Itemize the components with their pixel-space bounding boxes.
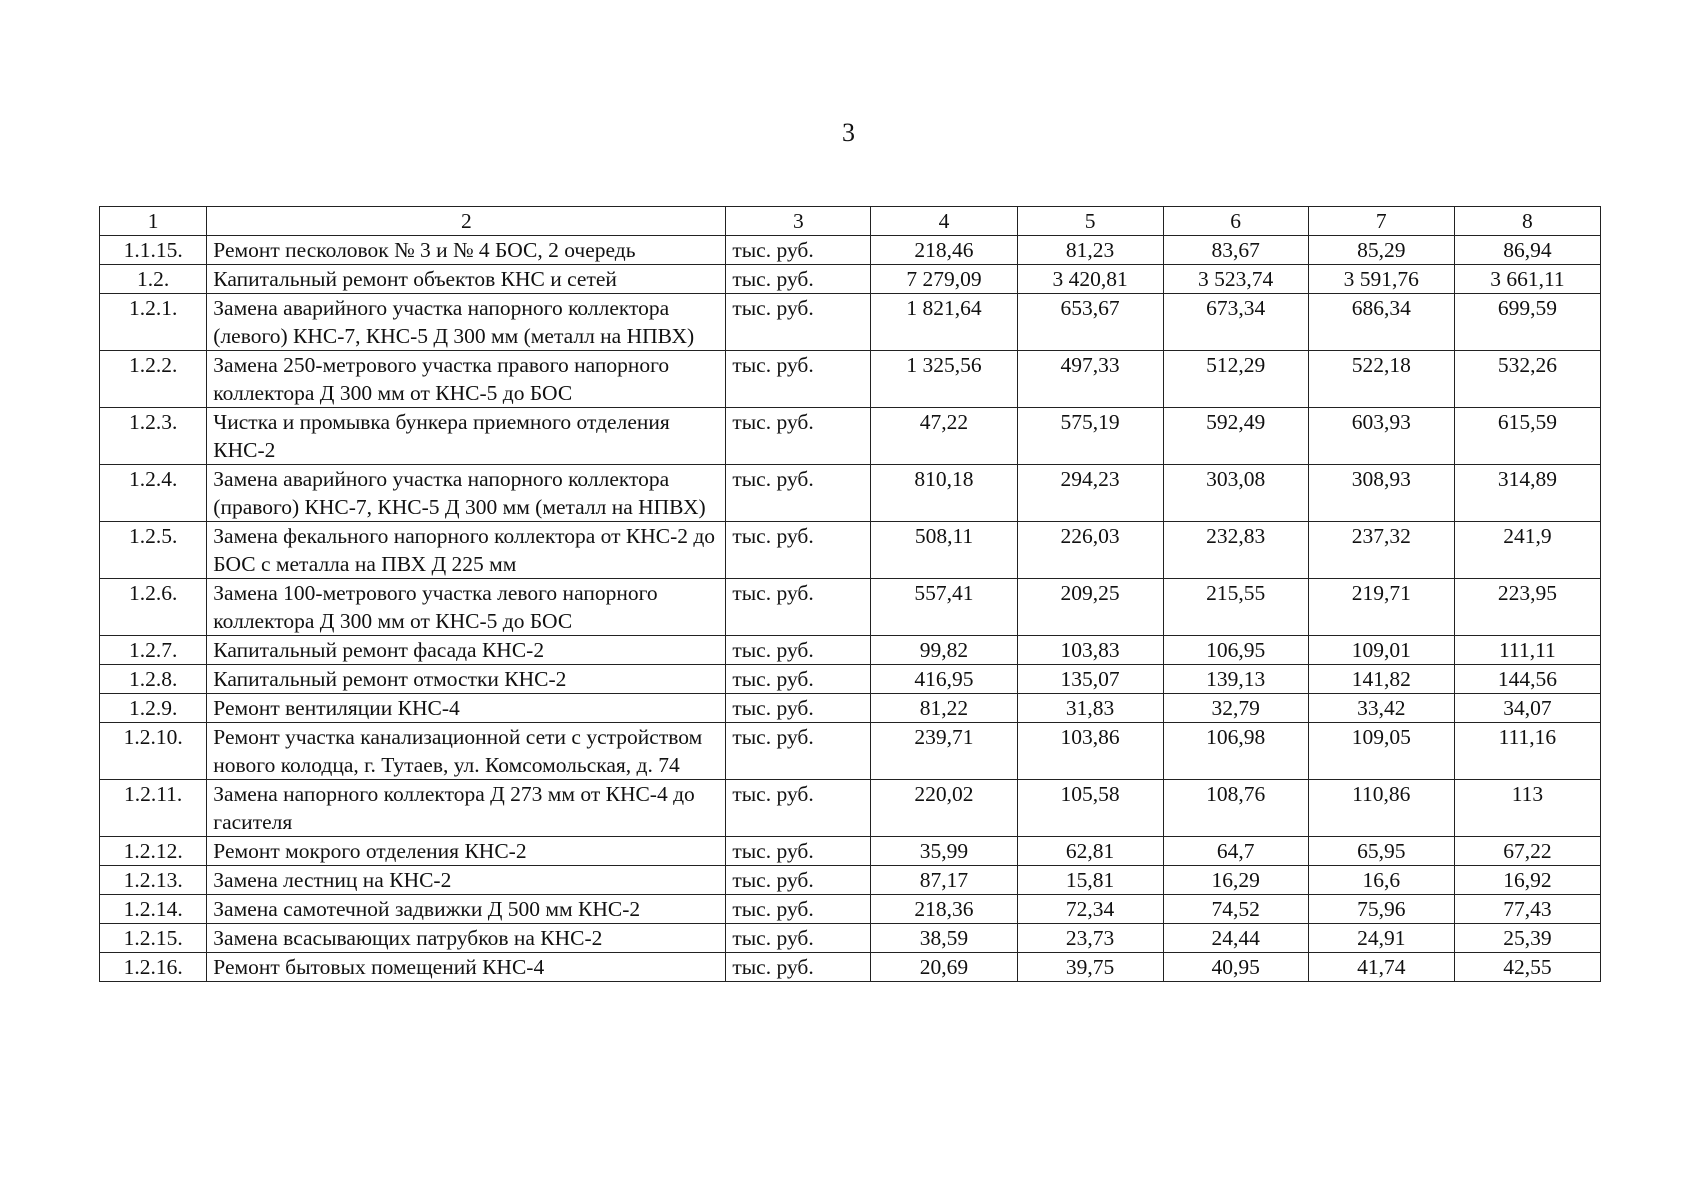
row-number: 1.2.7. [100,636,207,665]
value-col-7: 686,34 [1308,294,1454,351]
row-number: 1.2.14. [100,895,207,924]
page-number: 3 [842,118,855,147]
value-col-4: 99,82 [871,636,1017,665]
value-col-8: 42,55 [1454,953,1600,982]
row-description: Ремонт вентиляции КНС-4 [207,694,726,723]
table-row [100,723,1601,780]
table-row [100,837,1601,866]
value-col-6: 74,52 [1163,895,1308,924]
value-col-8: 615,59 [1454,408,1600,465]
value-col-5: 209,25 [1017,579,1163,636]
table-row [100,408,1601,465]
value-col-8: 3 661,11 [1454,265,1600,294]
row-description: Замена напорного коллектора Д 273 мм от КНС-4 до гасителя [207,780,726,837]
row-unit: тыс. руб. [726,780,871,837]
row-number: 1.2.12. [100,837,207,866]
table-body [100,236,1601,982]
column-header: 5 [1017,207,1163,236]
value-col-5: 294,23 [1017,465,1163,522]
row-unit: тыс. руб. [726,665,871,694]
value-col-8: 223,95 [1454,579,1600,636]
value-col-5: 497,33 [1017,351,1163,408]
column-header: 7 [1308,207,1454,236]
value-col-5: 575,19 [1017,408,1163,465]
value-col-6: 512,29 [1163,351,1308,408]
table-row [100,579,1601,636]
row-number: 1.2.5. [100,522,207,579]
value-col-6: 24,44 [1163,924,1308,953]
value-col-8: 16,92 [1454,866,1600,895]
row-description: Ремонт участка канализационной сети с устройством нового колодца, г. Тутаев, ул. Комсомольская, д. 74 [207,723,726,780]
data-table [99,206,1601,982]
value-col-4: 7 279,09 [871,265,1017,294]
row-description: Капитальный ремонт отмостки КНС-2 [207,665,726,694]
row-unit: тыс. руб. [726,265,871,294]
value-col-4: 20,69 [871,953,1017,982]
value-col-4: 220,02 [871,780,1017,837]
value-col-5: 103,86 [1017,723,1163,780]
row-description: Ремонт мокрого отделения КНС-2 [207,837,726,866]
row-unit: тыс. руб. [726,837,871,866]
row-unit: тыс. руб. [726,866,871,895]
value-col-5: 135,07 [1017,665,1163,694]
row-unit: тыс. руб. [726,953,871,982]
value-col-8: 77,43 [1454,895,1600,924]
row-unit: тыс. руб. [726,579,871,636]
column-header: 2 [207,207,726,236]
row-unit: тыс. руб. [726,723,871,780]
row-unit: тыс. руб. [726,408,871,465]
value-col-5: 3 420,81 [1017,265,1163,294]
value-col-7: 109,05 [1308,723,1454,780]
row-number: 1.2.15. [100,924,207,953]
value-col-7: 41,74 [1308,953,1454,982]
column-header: 3 [726,207,871,236]
value-col-6: 40,95 [1163,953,1308,982]
value-col-8: 111,16 [1454,723,1600,780]
value-col-4: 416,95 [871,665,1017,694]
value-col-7: 237,32 [1308,522,1454,579]
row-description: Замена фекального напорного коллектора от КНС-2 до БОС с металла на ПВХ Д 225 мм [207,522,726,579]
column-header: 4 [871,207,1017,236]
value-col-7: 219,71 [1308,579,1454,636]
value-col-8: 25,39 [1454,924,1600,953]
value-col-6: 108,76 [1163,780,1308,837]
table-row [100,924,1601,953]
row-number: 1.2.3. [100,408,207,465]
row-unit: тыс. руб. [726,351,871,408]
table-row [100,294,1601,351]
row-unit: тыс. руб. [726,465,871,522]
table-row [100,465,1601,522]
row-description: Замена аварийного участка напорного коллектора (левого) КНС-7, КНС-5 Д 300 мм (металл на НПВХ) [207,294,726,351]
row-number: 1.2.11. [100,780,207,837]
row-number: 1.2.1. [100,294,207,351]
value-col-7: 522,18 [1308,351,1454,408]
column-header: 1 [100,207,207,236]
value-col-4: 1 821,64 [871,294,1017,351]
value-col-5: 62,81 [1017,837,1163,866]
row-description: Замена 100-метрового участка левого напорного коллектора Д 300 мм от КНС-5 до БОС [207,579,726,636]
value-col-8: 699,59 [1454,294,1600,351]
value-col-7: 3 591,76 [1308,265,1454,294]
row-description: Замена самотечной задвижки Д 500 мм КНС-2 [207,895,726,924]
row-unit: тыс. руб. [726,895,871,924]
row-number: 1.2.2. [100,351,207,408]
value-col-6: 64,7 [1163,837,1308,866]
value-col-6: 3 523,74 [1163,265,1308,294]
row-description: Замена лестниц на КНС-2 [207,866,726,895]
row-unit: тыс. руб. [726,924,871,953]
row-unit: тыс. руб. [726,236,871,265]
row-unit: тыс. руб. [726,522,871,579]
row-unit: тыс. руб. [726,694,871,723]
value-col-5: 31,83 [1017,694,1163,723]
value-col-6: 673,34 [1163,294,1308,351]
row-number: 1.2.16. [100,953,207,982]
value-col-6: 83,67 [1163,236,1308,265]
value-col-6: 215,55 [1163,579,1308,636]
value-col-6: 232,83 [1163,522,1308,579]
value-col-7: 308,93 [1308,465,1454,522]
table-row [100,694,1601,723]
row-number: 1.2.9. [100,694,207,723]
row-number: 1.2.8. [100,665,207,694]
value-col-5: 23,73 [1017,924,1163,953]
row-description: Чистка и промывка бункера приемного отделения КНС-2 [207,408,726,465]
column-header: 8 [1454,207,1600,236]
value-col-6: 106,95 [1163,636,1308,665]
value-col-7: 141,82 [1308,665,1454,694]
value-col-7: 16,6 [1308,866,1454,895]
table-row [100,953,1601,982]
value-col-4: 81,22 [871,694,1017,723]
value-col-4: 47,22 [871,408,1017,465]
value-col-4: 218,36 [871,895,1017,924]
row-number: 1.2. [100,265,207,294]
value-col-7: 33,42 [1308,694,1454,723]
value-col-8: 144,56 [1454,665,1600,694]
value-col-5: 72,34 [1017,895,1163,924]
row-number: 1.2.10. [100,723,207,780]
value-col-6: 16,29 [1163,866,1308,895]
table-row [100,665,1601,694]
value-col-8: 34,07 [1454,694,1600,723]
value-col-4: 87,17 [871,866,1017,895]
value-col-4: 557,41 [871,579,1017,636]
row-description: Замена аварийного участка напорного коллектора (правого) КНС-7, КНС-5 Д 300 мм (металл на НПВХ) [207,465,726,522]
value-col-5: 226,03 [1017,522,1163,579]
table-row [100,522,1601,579]
value-col-7: 65,95 [1308,837,1454,866]
row-number: 1.1.15. [100,236,207,265]
row-description: Замена 250-метрового участка правого напорного коллектора Д 300 мм от КНС-5 до БОС [207,351,726,408]
table-row [100,636,1601,665]
value-col-4: 239,71 [871,723,1017,780]
value-col-8: 314,89 [1454,465,1600,522]
row-description: Капитальный ремонт фасада КНС-2 [207,636,726,665]
value-col-5: 39,75 [1017,953,1163,982]
row-unit: тыс. руб. [726,294,871,351]
value-col-6: 303,08 [1163,465,1308,522]
value-col-5: 105,58 [1017,780,1163,837]
row-number: 1.2.13. [100,866,207,895]
value-col-5: 103,83 [1017,636,1163,665]
column-header: 6 [1163,207,1308,236]
row-number: 1.2.4. [100,465,207,522]
value-col-6: 106,98 [1163,723,1308,780]
value-col-8: 67,22 [1454,837,1600,866]
value-col-6: 592,49 [1163,408,1308,465]
value-col-4: 508,11 [871,522,1017,579]
value-col-4: 38,59 [871,924,1017,953]
value-col-7: 24,91 [1308,924,1454,953]
table-row [100,351,1601,408]
value-col-5: 15,81 [1017,866,1163,895]
value-col-7: 110,86 [1308,780,1454,837]
row-number: 1.2.6. [100,579,207,636]
row-description: Ремонт бытовых помещений КНС-4 [207,953,726,982]
value-col-7: 75,96 [1308,895,1454,924]
row-description: Ремонт песколовок № 3 и № 4 БОС, 2 очередь [207,236,726,265]
value-col-8: 241,9 [1454,522,1600,579]
table-row [100,780,1601,837]
table-row [100,866,1601,895]
row-description: Замена всасывающих патрубков на КНС-2 [207,924,726,953]
value-col-7: 109,01 [1308,636,1454,665]
value-col-5: 653,67 [1017,294,1163,351]
value-col-5: 81,23 [1017,236,1163,265]
table-row [100,236,1601,265]
value-col-7: 603,93 [1308,408,1454,465]
value-col-8: 111,11 [1454,636,1600,665]
value-col-4: 35,99 [871,837,1017,866]
row-description: Капитальный ремонт объектов КНС и сетей [207,265,726,294]
value-col-8: 113 [1454,780,1600,837]
value-col-6: 139,13 [1163,665,1308,694]
value-col-4: 810,18 [871,465,1017,522]
table-row [100,895,1601,924]
table-row [100,265,1601,294]
value-col-6: 32,79 [1163,694,1308,723]
table-header-row [100,207,1601,236]
value-col-8: 532,26 [1454,351,1600,408]
value-col-7: 85,29 [1308,236,1454,265]
row-unit: тыс. руб. [726,636,871,665]
value-col-4: 1 325,56 [871,351,1017,408]
value-col-8: 86,94 [1454,236,1600,265]
value-col-4: 218,46 [871,236,1017,265]
